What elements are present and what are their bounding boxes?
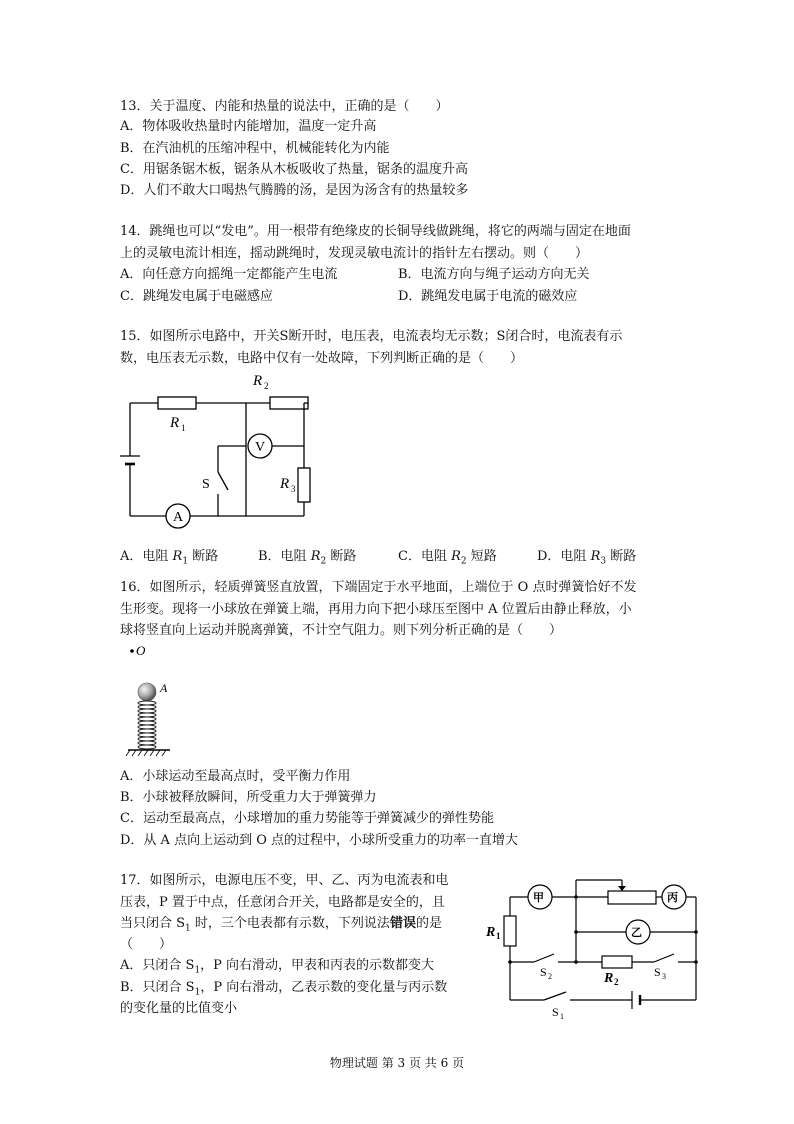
q15-label-r1-sub: 1 bbox=[181, 423, 186, 433]
q17-rheostat bbox=[608, 891, 656, 904]
q13-option-d: D．人们不敢大口喝热气腾腾的汤，是因为汤含有的热量较多 bbox=[120, 183, 469, 198]
q16-spring-figure bbox=[124, 640, 194, 760]
q17-stem-line-3: 当只闭合 $S_1$ 时，三个电表都有示数，下列说法错误的是 bbox=[120, 916, 442, 934]
q17-label-s2-sub: 2 bbox=[548, 972, 552, 981]
q16-option-c: C．运动至最高点，小球增加的重力势能等于弹簧减少的弹性势能 bbox=[120, 811, 494, 826]
q17-label-s3-sub: 3 bbox=[662, 972, 666, 981]
q17-label-yi: 乙 bbox=[631, 927, 642, 939]
q17-resistor-r1 bbox=[504, 916, 516, 946]
q15-label-ammeter: A bbox=[173, 510, 184, 525]
q14-option-d: D．跳绳发电属于电流的磁效应 bbox=[398, 289, 578, 304]
q15-switch-blade bbox=[218, 472, 228, 490]
q16-stem-line-1: 16．如图所示，轻质弹簧竖直放置，下端固定于水平地面，上端位于 O 点时弹簧恰好不发 bbox=[120, 580, 637, 595]
q17-label-r2-sub: 2 bbox=[614, 977, 619, 987]
q17-resistor-r2 bbox=[602, 956, 632, 968]
q16-ground-hatch bbox=[126, 750, 166, 756]
page-footer: 物理试题 第 3 页 共 6 页 bbox=[329, 1056, 465, 1070]
q14-stem-line-1: 14．跳绳也可以“发电”。用一根带有绝缘皮的长铜导线做跳绳，将它的两端与固定在地面 bbox=[120, 224, 631, 239]
q15-label-voltmeter: V bbox=[255, 440, 266, 455]
q17-switch-s1-blade bbox=[544, 992, 566, 1000]
q17-stem-line-2: 压表，P 置于中点，任意闭合开关，电路都是安全的，且 bbox=[120, 895, 445, 910]
q15-option-b: B．电阻 $R_2$ 断路 bbox=[258, 549, 357, 567]
q16-label-a: A bbox=[160, 681, 168, 695]
q17-switch-s2-blade bbox=[534, 954, 554, 962]
q15-label-r2-sub: 2 bbox=[264, 381, 269, 391]
q15-stem-line-2: 数，电压表无示数，电路中仅有一处故障，下列判断正确的是（ ） bbox=[120, 351, 524, 366]
q15-option-a: A．电阻 $R_1$ 断路 bbox=[120, 549, 219, 567]
q16-stem-line-2: 生形变。现将一小球放在弹簧上端，再用力向下把小球压至图中 A 位置后由静止释放，小 bbox=[120, 602, 632, 617]
q17-label-bing: 丙 bbox=[667, 892, 678, 904]
q16-option-d: D．从 A 点向上运动到 O 点的过程中，小球所受重力的功率一直增大 bbox=[120, 833, 518, 848]
q15-label-r2: R bbox=[253, 373, 263, 389]
q15-label-switch: S bbox=[202, 477, 210, 492]
q13-option-a: A．物体吸收热量时内能增加，温度一定升高 bbox=[120, 119, 377, 134]
q15-label-r1: R bbox=[170, 415, 180, 431]
q15-option-d: D．电阻 $R_3$ 断路 bbox=[537, 549, 637, 567]
q16-option-b: B．小球被释放瞬间，所受重力大于弹簧弹力 bbox=[120, 790, 377, 805]
q17-stem-line-4: （ ） bbox=[120, 937, 173, 952]
q17-circuit-figure bbox=[484, 870, 710, 1020]
q15-resistor-r2 bbox=[270, 397, 308, 409]
q16-option-a: A．小球运动至最高点时，受平衡力作用 bbox=[120, 769, 351, 784]
q15-stem-line-1: 15．如图所示电路中，开关S断开时，电压表，电流表均无示数；S闭合时，电流表有示 bbox=[120, 329, 623, 344]
q17-slider-arrow-icon bbox=[618, 886, 626, 891]
q17-option-b-continued: 的变化量的比值变小 bbox=[120, 1001, 238, 1016]
q17-option-a: A．只闭合 $S_1$，P 向右滑动，甲表和丙表的示数都变大 bbox=[120, 958, 435, 976]
q17-stem-line-1: 17．如图所示，电源电压不变，甲、乙、丙为电流表和电 bbox=[120, 873, 449, 888]
q14-stem-line-2: 上的灵敏电流计相连，摇动跳绳时，发现灵敏电流计的指针左右摆动。则（ ） bbox=[120, 246, 589, 261]
q17-option-b: B．只闭合 $S_1$，P 向右滑动，乙表示数的变化量与丙示数 bbox=[120, 980, 448, 998]
q17-label-s1-sub: 1 bbox=[560, 1012, 564, 1020]
q17-label-r1: R bbox=[486, 925, 496, 940]
q17-label-r1-sub: 1 bbox=[496, 931, 501, 941]
q16-stem-line-3: 球将竖直向上运动并脱离弹簧，不计空气阻力。则下列分析正确的是（ ） bbox=[120, 623, 563, 638]
q15-label-r3: R bbox=[280, 476, 290, 492]
q17-label-jia: 甲 bbox=[533, 892, 544, 904]
q15-resistor-r3 bbox=[298, 468, 310, 502]
q16-spring bbox=[138, 701, 156, 749]
q15-circuit-figure bbox=[118, 368, 328, 538]
q14-option-b: B．电流方向与绳子运动方向无关 bbox=[398, 267, 590, 282]
q17-label-s1: S bbox=[552, 1005, 559, 1019]
q14-option-a: A．向任意方向摇绳一定都能产生电流 bbox=[120, 267, 338, 282]
q13-stem: 13．关于温度、内能和热量的说法中，正确的是（ ） bbox=[120, 99, 449, 114]
q15-label-r3-sub: 3 bbox=[291, 484, 296, 494]
q13-option-b: B．在汽油机的压缩冲程中，机械能转化为内能 bbox=[120, 141, 390, 156]
q15-resistor-r1 bbox=[158, 397, 196, 409]
q17-label-s2: S bbox=[540, 965, 547, 979]
q17-label-r2: R bbox=[604, 971, 614, 986]
q14-option-c: C．跳绳发电属于电磁感应 bbox=[120, 289, 273, 304]
q16-point-o-dot bbox=[130, 649, 134, 653]
q13-option-c: C．用锯条锯木板，锯条从木板吸收了热量，锯条的温度升高 bbox=[120, 162, 468, 177]
q17-switch-s3-blade bbox=[654, 954, 674, 962]
q16-label-o: O bbox=[136, 643, 146, 658]
q15-option-c: C．电阻 $R_2$ 短路 bbox=[398, 549, 497, 567]
q16-ball bbox=[138, 683, 156, 701]
q17-label-s3: S bbox=[654, 965, 661, 979]
